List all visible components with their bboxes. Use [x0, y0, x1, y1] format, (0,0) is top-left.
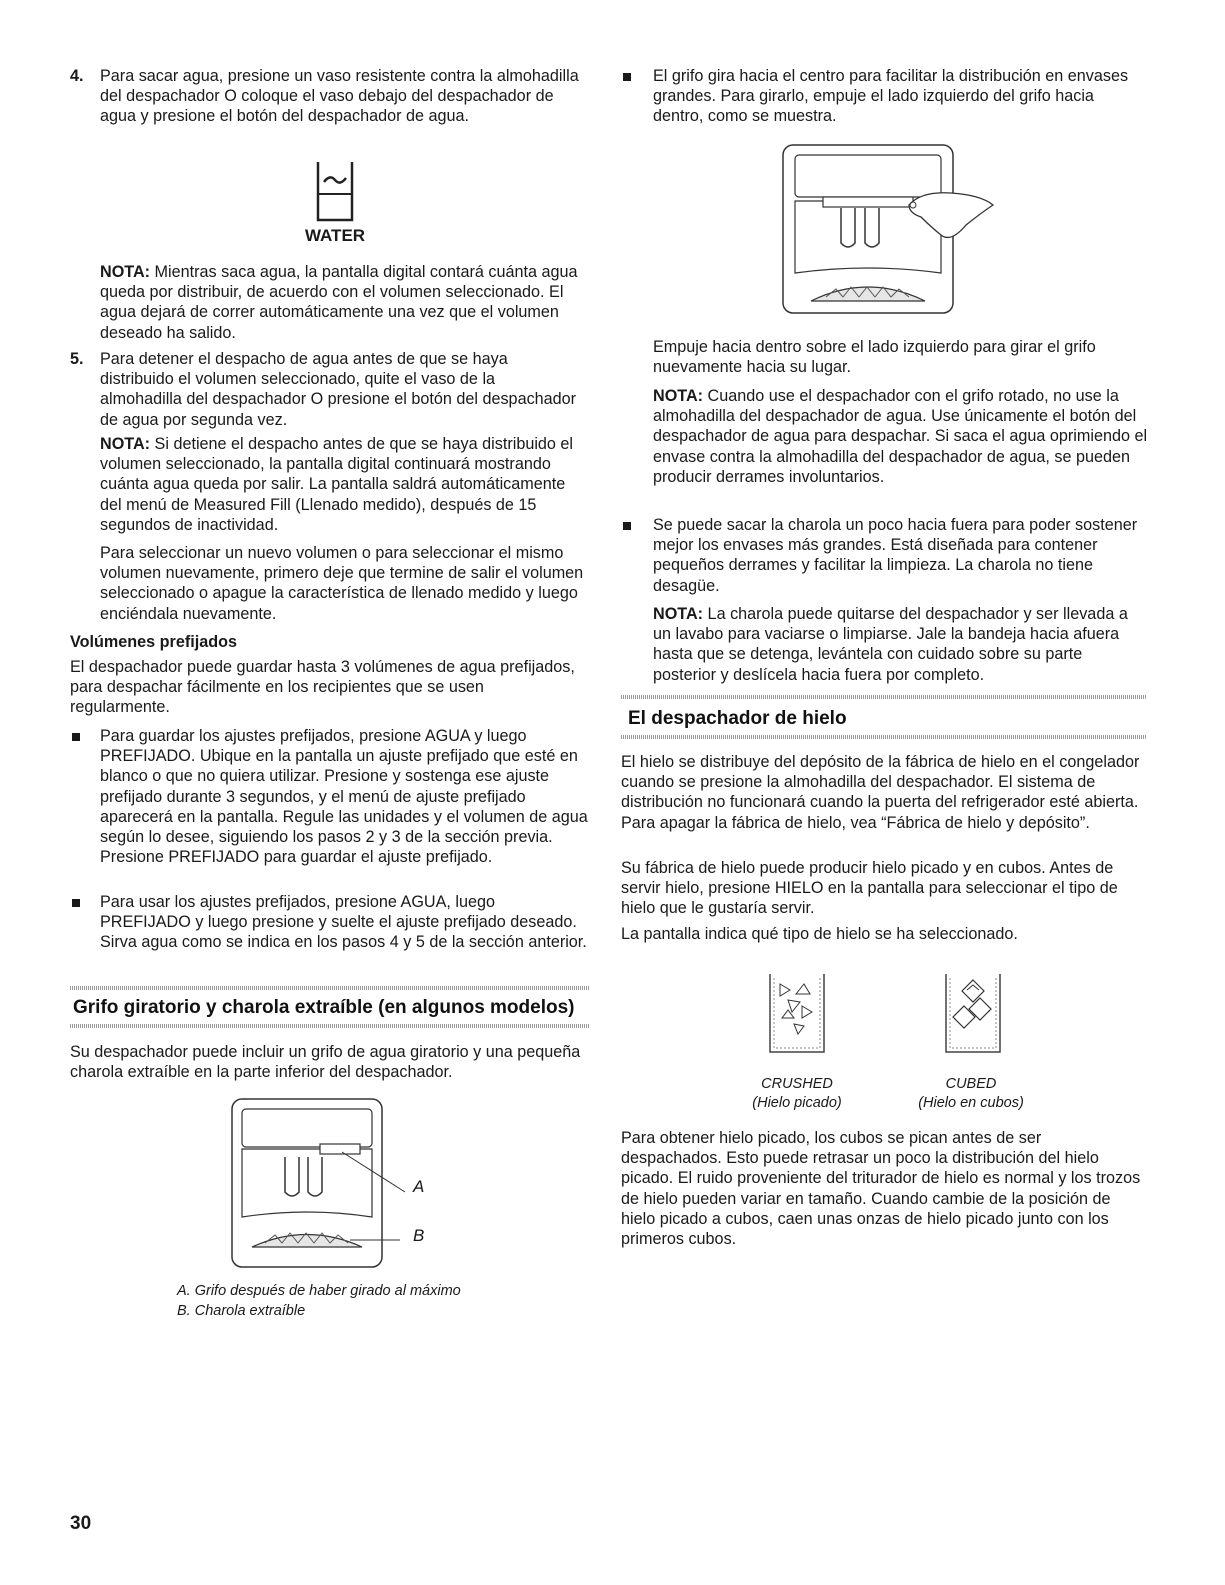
step-5-paragraph: Para seleccionar un nuevo volumen o para seleccionar el mismo volumen nuevamente, primero deje que termine de salir el volumen seleccionado o apague la característica de llenado medido y luego enciéndala nuevamente. [100, 544, 584, 623]
push-faucet-diagram [781, 143, 996, 318]
section-rule-top [70, 986, 590, 990]
step-5-note [100, 434, 585, 535]
caption-b: B. Charola extraíble [177, 1303, 306, 1319]
caption-a: A. Grifo después de haber girado al máximo [177, 1283, 461, 1299]
note-text: Si detiene el despacho antes de que se haya distribuido el volumen seleccionado, la pantalla digital continuará mostrando cuánta agua queda por salir. La pantalla saldrá automáticamente del menú de Measured Fill (Llenado medido), después de 15 segundos de inactividad. [100, 435, 574, 534]
cubed-label: CUBED [945, 1076, 997, 1092]
presets-intro: El despachador puede guardar hasta 3 volúmenes de agua prefijados, para despachar fácilmente en los recipientes que se usen regularmente. [70, 658, 575, 717]
ice-paragraph-1: El hielo se distribuye del depósito de la fábrica de hielo en el congelador cuando se presione la almohadilla del despachador. El sistema de distribución no funcionará cuando la puerta del refrigerador esté abierta. Para apagar la fábrica de hielo, vea “Fábrica de hielo y depósito”. [621, 753, 1140, 832]
presets-bullet-save: Para guardar los ajustes prefijados, presione AGUA y luego PREFIJADO. Ubique en la pantalla un ajuste prefijado que esté en blanco o que no quiera utilizar. Presione y sostenga ese ajuste prefijado durante 3 segundos, y el menú de ajuste prefijado aparecerá en la pantalla. Regule las unidades y el volumen de agua según lo desee, siguiendo los pasos 2 y 3 de la sección previa. Presione PREFIJADO para guardar el ajuste prefijado. [100, 727, 588, 867]
cubed-ice-icon [942, 972, 1004, 1056]
crushed-ice-icon [766, 972, 828, 1056]
ice-paragraph-2: Su fábrica de hielo puede producir hielo picado y en cubos. Antes de servir hielo, presione HIELO en la pantalla para seleccionar el tipo de hielo que le gustaría servir. [621, 859, 1118, 918]
step-4-number: 4. [70, 67, 84, 85]
faucet-section-text: Su despachador puede incluir un grifo de agua giratorio y una pequeña charola extraíble en la parte inferior del despachador. [70, 1043, 581, 1082]
ice-section-title: El despachador de hielo [628, 708, 847, 729]
step-4-text: Para sacar agua, presione un vaso resistente contra la almohadilla del despachador O coloque el vaso debajo del despachador de agua y presione el botón del despachador de agua. [100, 67, 579, 126]
step-5-number: 5. [70, 350, 84, 368]
page-number: 30 [70, 1513, 92, 1534]
section-rule-top [621, 695, 1146, 699]
cubed-sublabel: (Hielo en cubos) [918, 1095, 1024, 1111]
section-rule-bottom [70, 1024, 590, 1028]
water-dispenser-icon [310, 160, 360, 222]
bullet [72, 733, 80, 741]
step-5-text: Para detener el despacho de agua antes de que se haya distribuido el volumen seleccionado, quite el vaso de la almohadilla del despachador O presione el botón del despachador de agua por segunda vez. [100, 350, 577, 429]
note-text: Cuando use el despachador con el grifo rotado, no use la almohadilla del despachador de agua. Use únicamente el botón del despachador de agua para despachar. Si saca el agua oprimiendo el envase contra la almohadilla del despachador de agua, se pueden producir derrames involuntarios. [653, 387, 1148, 486]
tray-note [653, 604, 1148, 685]
note-label: NOTA: [653, 605, 704, 623]
note-label: NOTA: [100, 435, 151, 453]
ice-paragraph-3: La pantalla indica qué tipo de hielo se ha seleccionado. [621, 925, 1018, 943]
push-back-text: Empuje hacia dentro sobre el lado izquierdo para girar el grifo nuevamente hacia su lugar. [653, 338, 1096, 377]
bullet [623, 522, 631, 530]
tray-bullet: Se puede sacar la charola un poco hacia fuera para poder sostener mejor los envases más grandes. Está diseñada para contener pequeños derrames y facilitar la limpieza. La charola no tiene desagüe. [653, 516, 1138, 595]
rotated-note [653, 386, 1148, 487]
section-rule-bottom [621, 735, 1146, 739]
presets-bullet-use: Para usar los ajustes prefijados, presione AGUA, luego PREFIJADO y luego presione y suelte el ajuste prefijado deseado. Sirva agua como se indica en los pasos 4 y 5 de la sección anterior. [100, 893, 587, 952]
water-icon-label: WATER [304, 226, 366, 245]
step-4-note [100, 262, 590, 343]
presets-heading: Volúmenes prefijados [70, 633, 238, 651]
callout-a: A [413, 1177, 425, 1196]
callout-b: B [413, 1226, 425, 1245]
rotate-bullet: El grifo gira hacia el centro para facilitar la distribución en envases grandes. Para girarlo, empuje el lado izquierdo del grifo hacia dentro, como se muestra. [653, 67, 1129, 126]
note-text: Mientras saca agua, la pantalla digital contará cuánta agua queda por distribuir, de acuerdo con el volumen seleccionado. El agua dejará de correr automáticamente una vez que el volumen deseado ha salido. [100, 263, 578, 342]
note-label: NOTA: [653, 387, 704, 405]
crushed-sublabel: (Hielo picado) [752, 1095, 842, 1111]
rotated-faucet-diagram [230, 1097, 440, 1272]
bullet [72, 899, 80, 907]
note-text: La charola puede quitarse del despachador y ser llevada a un lavabo para vaciarse o limpiarse. Jale la bandeja hacia afuera hasta que se detenga, levántela con cuidado sobre su parte posterior y deslícela hacia fuera por completo. [653, 605, 1128, 684]
crushed-label: CRUSHED [761, 1076, 833, 1092]
faucet-section-title: Grifo giratorio y charola extraíble (en algunos modelos) [73, 997, 575, 1018]
bullet [623, 73, 631, 81]
ice-paragraph-4: Para obtener hielo picado, los cubos se pican antes de ser despachados. Esto puede retrasar un poco la distribución del hielo picado. El ruido proveniente del triturador de hielo es normal y los trozos de hielo pueden variar en tamaño. Cuando cambie de la posición de hielo picado a cubos, caen unas onzas de hielo picado junto con los primeros cubos. [621, 1129, 1141, 1249]
note-label: NOTA: [100, 263, 151, 281]
